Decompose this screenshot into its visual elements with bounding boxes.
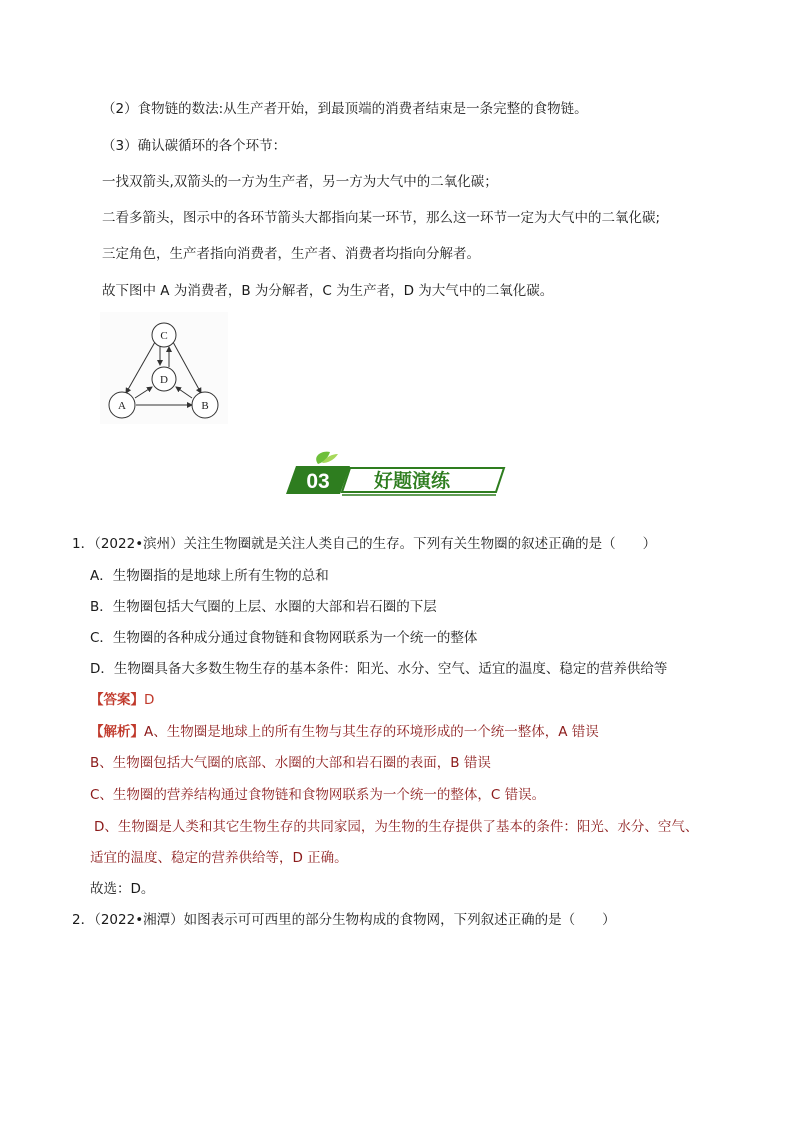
section-banner: [282, 448, 512, 498]
carbon-cycle-diagram: [100, 312, 228, 424]
q1-analysis-4: D、生物圈是人类和其它生物生存的共同家园，为生物的生存提供了基本的条件：阳光、水分、空气、: [94, 819, 699, 835]
banner-title: 好题演练: [373, 470, 451, 492]
q1-analysis-1: [90, 723, 599, 741]
node-c-label: C: [160, 330, 168, 342]
intro-line-3: 一找双箭头,双箭头的一方为生产者，另一方为大气中的二氧化碳；: [102, 174, 498, 190]
q1-conclusion: 故选：D。: [90, 881, 155, 897]
q1-option-c: C．生物圈的各种成分通过食物链和食物网联系为一个统一的整体: [90, 630, 478, 646]
node-b-label: B: [201, 400, 209, 412]
intro-line-1: （2）食物链的数法:从生产者开始，到最顶端的消费者结束是一条完整的食物链。: [102, 101, 588, 117]
q1-analysis-3: C、生物圈的营养结构通过食物链和食物网联系为一个统一的整体，C 错误。: [90, 787, 546, 803]
intro-line-5: 三定角色，生产者指向消费者，生产者、消费者均指向分解者。: [102, 246, 480, 262]
q1-option-b: B．生物圈包括大气圈的上层、水圈的大部和岩石圈的下层: [90, 599, 437, 615]
intro-line-4: 二看多箭头，图示中的各环节箭头大都指向某一环节，那么这一环节一定为大气中的二氧化碳;: [102, 210, 661, 226]
node-d-label: D: [160, 374, 168, 386]
node-a-label: A: [118, 400, 126, 412]
q1-option-d: D．生物圈具备大多数生物生存的基本条件：阳光、水分、空气、适宜的温度、稳定的营养供给等: [90, 661, 668, 677]
q1-answer: [90, 691, 154, 709]
q2-stem: 2．（2022•湘潭）如图表示可可西里的部分生物构成的食物网，下列叙述正确的是（ ）: [72, 912, 616, 928]
analysis-label: 【解析】: [90, 724, 144, 740]
analysis-text-1: A、生物圈是地球上的所有生物与其生存的环境形成的一个统一整体，A 错误: [144, 724, 599, 740]
answer-value: D: [144, 692, 155, 708]
banner-number: 03: [306, 470, 330, 493]
q1-stem: 1．（2022•滨州）关注生物圈就是关注人类自己的生存。下列有关生物圈的叙述正确的是（ ）: [72, 536, 657, 552]
intro-line-6: 故下图中 A 为消费者，B 为分解者，C 为生产者，D 为大气中的二氧化碳。: [102, 283, 554, 299]
q1-option-a: A．生物圈指的是地球上所有生物的总和: [90, 568, 329, 584]
intro-line-2: （3）确认碳循环的各个环节：: [102, 138, 287, 154]
q1-analysis-2: B、生物圈包括大气圈的底部、水圈的大部和岩石圈的表面，B 错误: [90, 755, 491, 771]
answer-label: 【答案】: [90, 692, 144, 708]
q1-analysis-5: 适宜的温度、稳定的营养供给等，D 正确。: [90, 850, 348, 866]
